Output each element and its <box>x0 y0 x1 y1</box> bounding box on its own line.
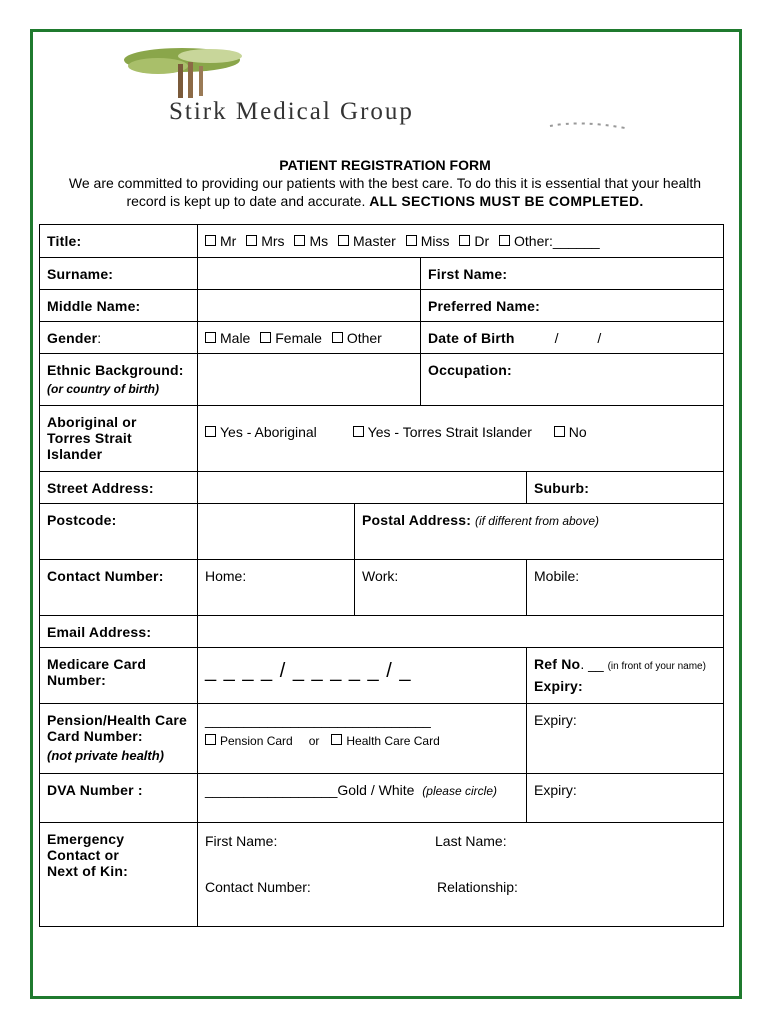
org-name: Stirk Medical Group <box>169 98 414 125</box>
checkbox-other[interactable] <box>499 235 510 246</box>
work-field[interactable]: Work: <box>355 560 527 616</box>
pension-label: Pension/Health Care Card Number: (not private health) <box>40 704 198 774</box>
postcode-field[interactable] <box>198 504 355 560</box>
row-pension <box>40 704 724 774</box>
tree-logo-icon <box>120 46 640 142</box>
aboriginal-options[interactable]: Yes - Aboriginal Yes - Torres Strait Islander No <box>198 406 724 472</box>
checkbox-master[interactable] <box>338 235 349 246</box>
row-gender <box>40 322 724 354</box>
medicare-ref[interactable]: Ref No. __ (in front of your name) Expiry: <box>527 648 724 704</box>
title-label: Title: <box>40 225 198 258</box>
emergency-label: Emergency Contact or Next of Kin: <box>40 823 198 927</box>
ethnic-field[interactable] <box>198 354 421 406</box>
row-title <box>40 225 724 258</box>
street-field[interactable] <box>198 472 527 504</box>
first-name-label[interactable]: First Name: <box>421 258 724 290</box>
checkbox-gender-other[interactable] <box>332 332 343 343</box>
home-field[interactable]: Home: <box>198 560 355 616</box>
checkbox-ms[interactable] <box>294 235 305 246</box>
checkbox-mr[interactable] <box>205 235 216 246</box>
pension-field[interactable]: _____________________________ Pension Card or Health Care Card <box>198 704 527 774</box>
aboriginal-label: Aboriginal or Torres Strait Islander <box>40 406 198 472</box>
checkbox-health-care-card[interactable] <box>331 734 342 745</box>
email-label: Email Address: <box>40 616 198 648</box>
title-options[interactable]: Mr Mrs Ms Master Miss Dr Other:______ <box>198 225 724 258</box>
row-postcode <box>40 504 724 560</box>
row-emergency <box>40 823 724 927</box>
contact-label: Contact Number: <box>40 560 198 616</box>
medicare-label: Medicare Card Number: <box>40 648 198 704</box>
dva-field[interactable]: _________________Gold / White (please circle) <box>198 774 527 823</box>
occupation-label[interactable]: Occupation: <box>421 354 724 406</box>
checkbox-miss[interactable] <box>406 235 417 246</box>
postal-address-field[interactable]: Postal Address: (if different from above) <box>355 504 724 560</box>
row-middle-name <box>40 290 724 322</box>
surname-label: Surname: <box>40 258 198 290</box>
postcode-label: Postcode: <box>40 504 198 560</box>
row-email <box>40 616 724 648</box>
registration-table <box>39 224 724 927</box>
checkbox-male[interactable] <box>205 332 216 343</box>
row-medicare <box>40 648 724 704</box>
checkbox-female[interactable] <box>260 332 271 343</box>
preferred-name-label[interactable]: Preferred Name: <box>421 290 724 322</box>
checkbox-dr[interactable] <box>459 235 470 246</box>
logo <box>120 46 640 142</box>
intro-text: We are committed to providing our patients with the best care. To do this it is essential that your health record is kept up to date and accurate. ALL SECTIONS MUST BE COMPLETED. <box>68 175 702 209</box>
middle-name-label: Middle Name: <box>40 290 198 322</box>
emergency-fields[interactable] <box>198 823 724 927</box>
row-aboriginal <box>40 406 724 472</box>
suburb-label[interactable]: Suburb: <box>527 472 724 504</box>
gender-label: Gender: <box>40 322 198 354</box>
row-dva <box>40 774 724 823</box>
em-last-name[interactable]: Last Name: <box>435 833 507 849</box>
dva-label: DVA Number : <box>40 774 198 823</box>
row-ethnic <box>40 354 724 406</box>
medicare-field[interactable]: _ _ _ _ / _ _ _ _ _ / _ <box>198 648 527 704</box>
pension-expiry[interactable]: Expiry: <box>527 704 724 774</box>
form-title: PATIENT REGISTRATION FORM <box>279 157 491 173</box>
surname-field[interactable] <box>198 258 421 290</box>
em-first-name[interactable]: First Name: <box>205 833 278 849</box>
checkbox-yes-torres[interactable] <box>353 426 364 437</box>
mobile-field[interactable]: Mobile: <box>527 560 724 616</box>
intro-bold: ALL SECTIONS MUST BE COMPLETED. <box>369 193 644 209</box>
gender-options[interactable]: Male Female Other <box>198 322 421 354</box>
em-relationship[interactable]: Relationship: <box>437 879 518 895</box>
row-contact <box>40 560 724 616</box>
checkbox-no[interactable] <box>554 426 565 437</box>
dva-expiry[interactable]: Expiry: <box>527 774 724 823</box>
checkbox-yes-aboriginal[interactable] <box>205 426 216 437</box>
row-surname <box>40 258 724 290</box>
em-contact-number[interactable]: Contact Number: <box>205 879 311 895</box>
dob-field[interactable]: Date of Birth / / <box>421 322 724 354</box>
ethnic-label: Ethnic Background: (or country of birth) <box>40 354 198 406</box>
street-label: Street Address: <box>40 472 198 504</box>
checkbox-mrs[interactable] <box>246 235 257 246</box>
row-street <box>40 472 724 504</box>
email-field[interactable] <box>198 616 724 648</box>
middle-name-field[interactable] <box>198 290 421 322</box>
checkbox-pension-card[interactable] <box>205 734 216 745</box>
